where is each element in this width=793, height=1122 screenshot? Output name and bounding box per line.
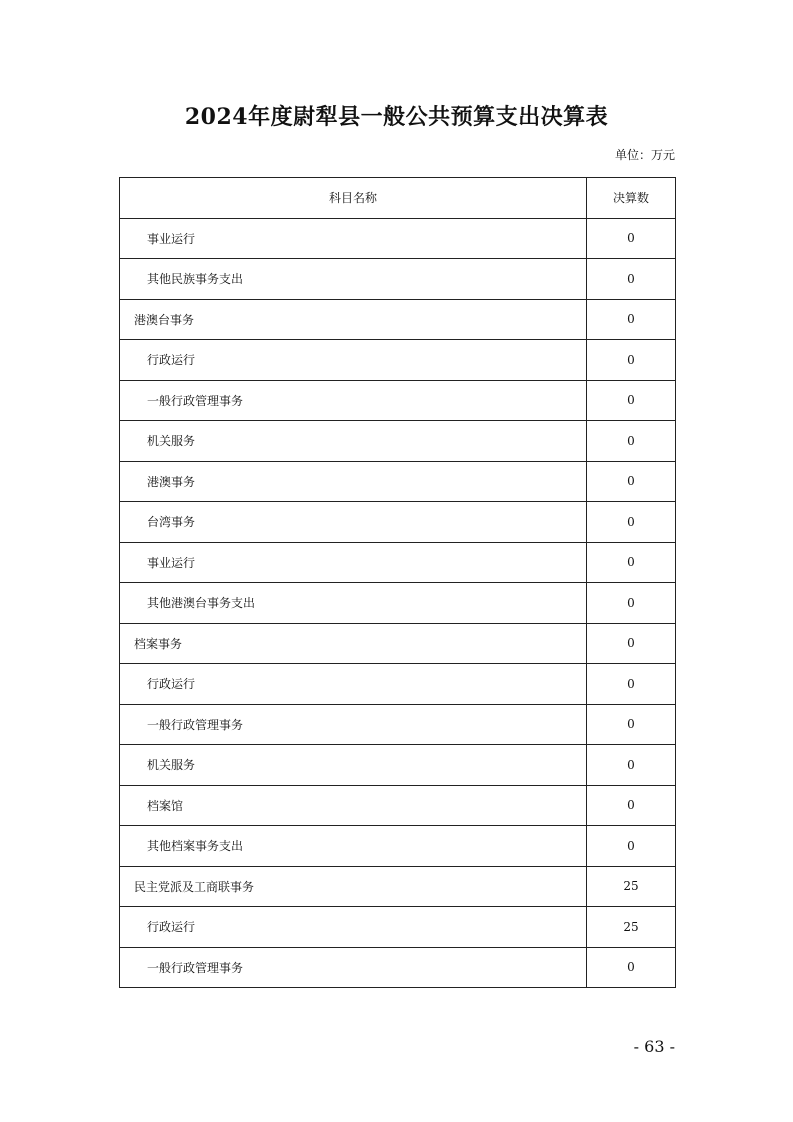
row-subject-name: 其他港澳台事务支出 <box>120 583 587 624</box>
row-subject-name: 港澳台事务 <box>120 299 587 340</box>
table-row <box>120 704 676 745</box>
row-subject-name: 行政运行 <box>120 340 587 381</box>
header-subject-name: 科目名称 <box>120 178 587 219</box>
row-subject-name: 台湾事务 <box>120 502 587 543</box>
table-row <box>120 947 676 988</box>
unit-label: 单位：万元 <box>614 148 675 162</box>
row-final-amount: 0 <box>587 826 676 867</box>
row-subject-name: 行政运行 <box>120 664 587 705</box>
table-row <box>120 907 676 948</box>
table-row <box>120 218 676 259</box>
table-row <box>120 785 676 826</box>
row-final-amount: 25 <box>587 907 676 948</box>
row-final-amount: 0 <box>587 704 676 745</box>
row-final-amount: 0 <box>587 340 676 381</box>
row-subject-name: 事业运行 <box>120 542 587 583</box>
table-row <box>120 461 676 502</box>
row-final-amount: 0 <box>587 421 676 462</box>
table-row <box>120 664 676 705</box>
row-subject-name: 一般行政管理事务 <box>120 704 587 745</box>
row-subject-name: 港澳事务 <box>120 461 587 502</box>
row-final-amount: 0 <box>587 664 676 705</box>
row-subject-name: 一般行政管理事务 <box>120 380 587 421</box>
row-subject-name: 行政运行 <box>120 907 587 948</box>
table-row <box>120 259 676 300</box>
table-row <box>120 623 676 664</box>
row-subject-name: 档案馆 <box>120 785 587 826</box>
row-final-amount: 0 <box>587 542 676 583</box>
table-row <box>120 340 676 381</box>
row-final-amount: 0 <box>587 745 676 786</box>
row-final-amount: 0 <box>587 502 676 543</box>
budget-table <box>119 177 676 988</box>
row-subject-name: 档案事务 <box>120 623 587 664</box>
row-final-amount: 0 <box>587 785 676 826</box>
table-row <box>120 745 676 786</box>
row-subject-name: 一般行政管理事务 <box>120 947 587 988</box>
row-subject-name: 民主党派及工商联事务 <box>120 866 587 907</box>
table-row <box>120 502 676 543</box>
row-final-amount: 0 <box>587 218 676 259</box>
row-subject-name: 机关服务 <box>120 421 587 462</box>
row-final-amount: 25 <box>587 866 676 907</box>
table-row <box>120 826 676 867</box>
row-subject-name: 其他民族事务支出 <box>120 259 587 300</box>
table-body <box>120 218 676 988</box>
row-subject-name: 机关服务 <box>120 745 587 786</box>
row-subject-name: 事业运行 <box>120 218 587 259</box>
table-row <box>120 299 676 340</box>
row-final-amount: 0 <box>587 299 676 340</box>
table-row <box>120 866 676 907</box>
row-final-amount: 0 <box>587 583 676 624</box>
table-row <box>120 380 676 421</box>
header-final-amount: 决算数 <box>587 178 676 219</box>
row-subject-name: 其他档案事务支出 <box>120 826 587 867</box>
row-final-amount: 0 <box>587 623 676 664</box>
row-final-amount: 0 <box>587 461 676 502</box>
document-title: 2024年度尉犁县一般公共预算支出决算表 <box>184 104 609 130</box>
page-number: - 63 - <box>633 1037 675 1056</box>
table-row <box>120 421 676 462</box>
table-row <box>120 583 676 624</box>
row-final-amount: 0 <box>587 380 676 421</box>
row-final-amount: 0 <box>587 259 676 300</box>
table-row <box>120 542 676 583</box>
table-header-row <box>120 178 676 219</box>
row-final-amount: 0 <box>587 947 676 988</box>
